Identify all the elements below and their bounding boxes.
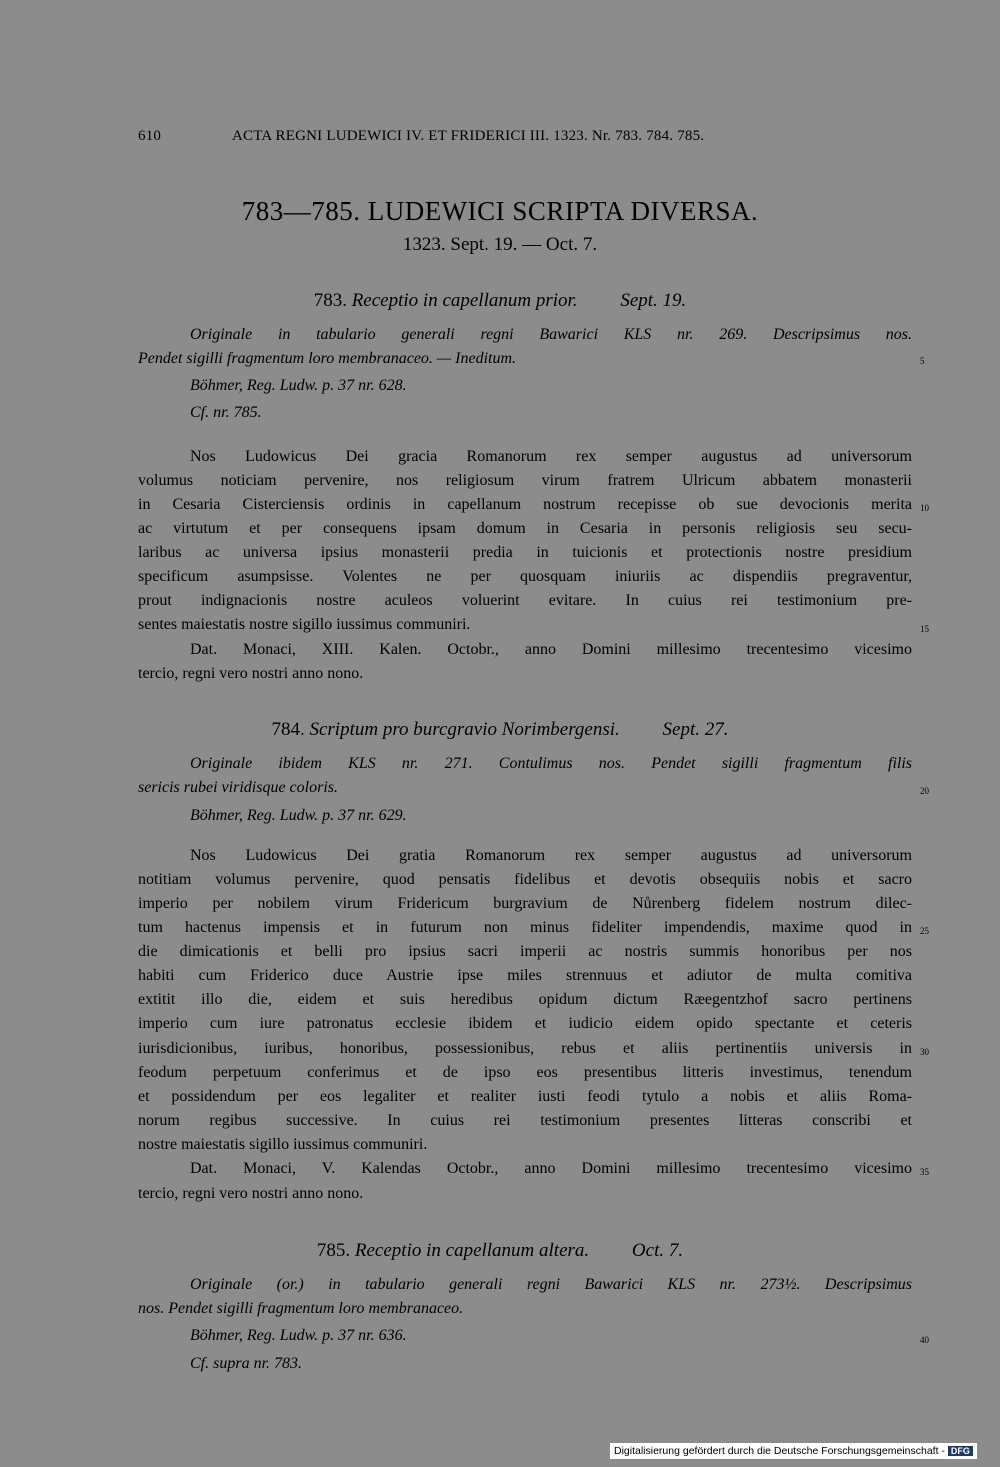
entry-number: 785. xyxy=(316,1240,351,1261)
text-line: feodum perpetuum conferimus et de ipso eos presentibus litteris investimus, tenendum xyxy=(138,1064,912,1081)
source-line: Originale in tabulario generali regni Bawarici KLS nr. 269. Descripsimus nos. xyxy=(190,326,912,343)
source-line: Cf. nr. 785. xyxy=(190,404,262,421)
text-line: prout indignacionis nostre aculeos voluerint evitare. In cuius rei testimonium pre- xyxy=(138,592,912,609)
text-line: Dat. Monaci, XIII. Kalen. Octobr., anno Domini millesimo trecentesimo vicesimo xyxy=(190,641,912,658)
text-line: habiti cum Friderico duce Austrie ipse miles strennuus et adiutor de multa comitiva xyxy=(138,967,912,984)
page-number: 610 xyxy=(138,128,162,144)
source-line: sericis rubei viridisque coloris. xyxy=(138,779,338,796)
source-line: Pendet sigilli fragmentum loro membranaceo. — Ineditum. xyxy=(138,350,517,367)
text-line: Nos Ludowicus Dei gracia Romanorum rex semper augustus ad universorum xyxy=(190,448,912,465)
text-line: Nos Ludowicus Dei gratia Romanorum rex semper augustus ad universorum xyxy=(190,847,912,864)
text-line: norum regibus successive. In cuius rei testimonium presentes litteras conscribi et xyxy=(138,1112,912,1129)
text-line: specificum asumpsisse. Volentes ne per quosquam iniuriis ac dispendiis pregraventur, xyxy=(138,568,912,585)
text-line: imperio cum iure patronatus ecclesie ibidem et iudicio eidem opido spectante et ceteris xyxy=(138,1015,912,1032)
entry-number: 784. xyxy=(271,719,305,740)
entry-title: Receptio in capellanum prior. xyxy=(351,290,578,311)
text-line: et possidendum per eos legaliter et realiter iusti feodi tytulo a nobis et aliis Roma- xyxy=(138,1088,912,1105)
source-line: Originale ibidem KLS nr. 271. Contulimus nos. Pendet sigilli fragmentum filis xyxy=(190,755,912,772)
entry-784-heading xyxy=(0,719,1000,741)
text-line: volumus noticiam pervenire, nos religiosum virum fratrem Ulricum abbatem monasterii xyxy=(138,472,912,489)
text-line: tercio, regni vero nostri anno nono. xyxy=(138,1185,364,1202)
text-line: tercio, regni vero nostri anno nono. xyxy=(138,665,364,682)
source-line: Böhmer, Reg. Ludw. p. 37 nr. 628. xyxy=(190,377,407,394)
text-line: imperio per nobilem virum Fridericum burgravium de Nůrenberg fidelem nostrum dilec- xyxy=(138,895,912,912)
entry-date: Sept. 27. xyxy=(662,719,729,740)
digitization-footer xyxy=(610,1443,977,1459)
margin-line-number: 15 xyxy=(920,624,929,634)
entry-title: Receptio in capellanum altera. xyxy=(354,1240,590,1261)
entry-number: 783. xyxy=(313,290,347,311)
footer-text: Digitalisierung gefördert durch die Deutsche Forschungsgemeinschaft - xyxy=(614,1445,945,1457)
margin-line-number: 10 xyxy=(920,503,929,513)
running-title: ACTA REGNI LUDEWICI IV. ET FRIDERICI III. 1323. Nr. 783. 784. 785. xyxy=(232,128,705,144)
text-line: iurisdicionibus, iuribus, honoribus, possessionibus, rebus et aliis pertinentiis universis in xyxy=(138,1040,912,1057)
margin-line-number: 25 xyxy=(920,926,929,936)
margin-line-number: 40 xyxy=(920,1335,929,1345)
source-line: Böhmer, Reg. Ludw. p. 37 nr. 629. xyxy=(190,807,407,824)
margin-line-number: 20 xyxy=(920,786,929,796)
margin-line-number: 30 xyxy=(920,1047,929,1057)
source-line: Originale (or.) in tabulario generali regni Bawarici KLS nr. 273½. Descripsimus xyxy=(190,1276,912,1293)
entry-785-heading xyxy=(0,1240,1000,1262)
dfg-logo: DFG xyxy=(948,1446,973,1456)
entry-title: Scriptum pro burcgravio Norimbergensi. xyxy=(309,719,620,740)
margin-line-number: 5 xyxy=(920,356,925,366)
text-line: die dimicationis et belli pro ipsius sacri imperii ac nostris summis honoribus per nos xyxy=(138,943,912,960)
text-line: sentes maiestatis nostre sigillo iussimus communiri. xyxy=(138,616,471,633)
margin-line-number: 35 xyxy=(920,1167,929,1177)
text-line: in Cesaria Cisterciensis ordinis in capellanum nostrum recepisse ob sue devocionis merita xyxy=(138,496,912,513)
entry-date: Oct. 7. xyxy=(631,1240,684,1261)
text-line: ac virtutum et per consequens ipsam domum in Cesaria in personis religiosis seu secu- xyxy=(138,520,912,537)
source-line: Cf. supra nr. 783. xyxy=(190,1355,303,1372)
entry-783-heading xyxy=(0,290,1000,312)
text-line: nostre maiestatis sigillo iussimus communiri. xyxy=(138,1136,428,1153)
section-date-range: 1323. Sept. 19. — Oct. 7. xyxy=(402,234,598,255)
text-line: tum hactenus impensis et in futurum non minus fideliter impendendis, maxime quod in xyxy=(138,919,912,936)
text-line: laribus ac universa ipsius monasterii predia in tuicionis et protectionis nostre presidium xyxy=(138,544,912,561)
text-line: extitit illo die, eidem et suis heredibus opidum dictum Ræegentzhof sacro pertinens xyxy=(138,991,912,1008)
section-title: 783—785. LUDEWICI SCRIPTA DIVERSA. xyxy=(241,196,759,226)
source-line: nos. Pendet sigilli fragmentum loro membranaceo. xyxy=(138,1300,464,1317)
text-line: notitiam volumus pervenire, quod pensatis fidelibus et devotis obsequiis nobis et sacro xyxy=(138,871,912,888)
source-line: Böhmer, Reg. Ludw. p. 37 nr. 636. xyxy=(190,1327,407,1344)
text-line: Dat. Monaci, V. Kalendas Octobr., anno Domini millesimo trecentesimo vicesimo xyxy=(190,1160,912,1177)
entry-date: Sept. 19. xyxy=(620,290,687,311)
